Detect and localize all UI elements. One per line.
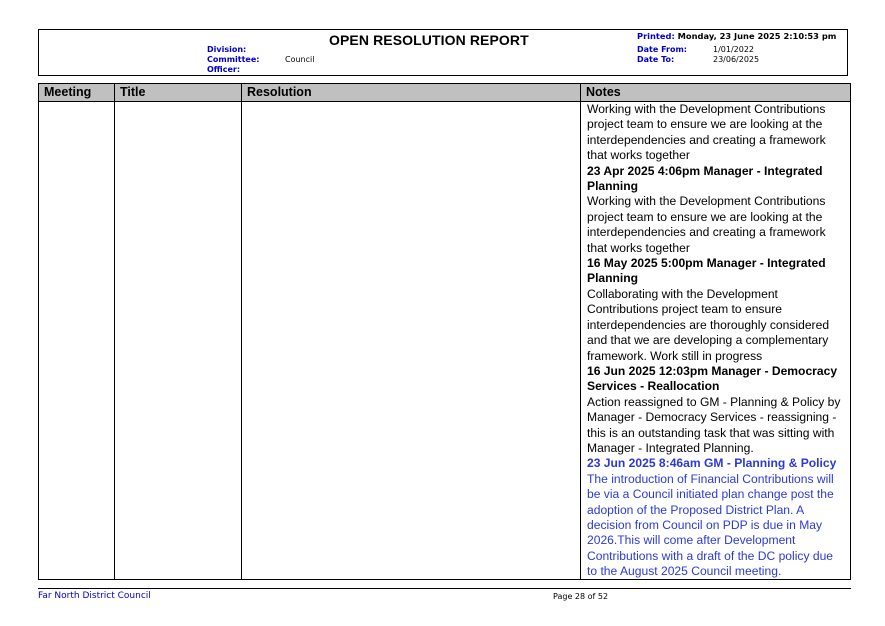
officer-label: Officer: <box>207 65 241 74</box>
printed-label: Printed: <box>637 31 675 41</box>
column-header-title: Title <box>120 85 146 99</box>
report-title: OPEN RESOLUTION REPORT <box>329 32 529 48</box>
note-entry-heading: 16 May 2025 5:00pm Manager - Integrated <box>587 256 826 271</box>
note-entry-heading: 23 Apr 2025 4:06pm Manager - Integrated <box>587 163 823 178</box>
division-label: Division: <box>207 45 247 54</box>
column-header-notes: Notes <box>586 85 621 99</box>
note-text-line: and that we are developing a complementary <box>587 333 829 348</box>
note-text-line: interdependencies and creating a framework <box>587 225 826 240</box>
printed-timestamp <box>637 31 836 41</box>
note-entry-heading: 16 Jun 2025 12:03pm Manager - Democracy <box>587 363 838 378</box>
date-to-value: 23/06/2025 <box>713 55 760 64</box>
note-text-line: Action reassigned to GM - Planning & Policy by <box>587 394 841 409</box>
column-divider <box>114 84 115 579</box>
note-text-line: Manager - Democracy Services - reassigning - <box>587 410 837 425</box>
note-text-line: that works together <box>587 148 690 163</box>
column-header-resolution: Resolution <box>247 85 312 99</box>
note-text-line: interdependencies are thoroughly considered <box>587 317 830 332</box>
date-from-label: Date From: <box>637 45 688 54</box>
note-entry-heading: Services - Reallocation <box>587 379 720 394</box>
date-to-label: Date To: <box>637 55 675 64</box>
note-text-line: to the August 2025 Council meeting. <box>587 564 782 579</box>
note-text-line: Working with the Development Contributions <box>587 194 826 209</box>
note-text-line: be via a Council initiated plan change post the <box>587 487 834 502</box>
note-text-line: interdependencies and creating a framework <box>587 132 826 147</box>
note-text-line: this is an outstanding task that was sitting with <box>587 425 835 440</box>
note-entry-heading: Planning <box>587 271 639 286</box>
note-text-line: adoption of the Proposed District Plan. A <box>587 502 805 517</box>
note-text-line: Contributions project team to ensure <box>587 302 782 317</box>
note-entry-heading: Planning <box>587 179 639 194</box>
column-divider <box>241 84 242 579</box>
resolution-table <box>38 83 851 580</box>
committee-label: Committee: <box>207 55 260 64</box>
note-text-line: Collaborating with the Development <box>587 286 778 301</box>
note-text-line: framework. Work still in progress <box>587 348 763 363</box>
date-from-value: 1/01/2022 <box>713 45 755 54</box>
report-header <box>38 29 848 76</box>
note-text-line: The introduction of Financial Contributions will <box>587 471 834 486</box>
column-header-meeting: Meeting <box>44 85 92 99</box>
note-text-line: project team to ensure we are looking at the <box>587 117 823 132</box>
committee-value: Council <box>285 55 315 64</box>
note-entry-heading: 23 Jun 2025 8:46am GM - Planning & Policy <box>587 456 837 471</box>
footer-organisation: Far North District Council <box>38 591 151 601</box>
note-text-line: that works together <box>587 240 690 255</box>
note-text-line: decision from Council on PDP is due in May <box>587 517 823 532</box>
notes-cell <box>587 102 845 580</box>
printed-value: Monday, 23 June 2025 2:10:53 pm <box>677 31 837 41</box>
note-text-line: Contributions with a draft of the DC policy due <box>587 548 834 563</box>
footer-divider <box>38 588 851 589</box>
table-header-row <box>39 84 850 102</box>
note-text-line: 2026.This will come after Development <box>587 533 796 548</box>
footer-page-number: Page 28 of 52 <box>553 592 609 601</box>
note-text-line: Working with the Development Contributions <box>587 102 826 116</box>
column-divider <box>580 84 581 579</box>
note-text-line: project team to ensure we are looking at the <box>587 209 823 224</box>
note-text-line: Manager - Integrated Planning. <box>587 440 754 455</box>
